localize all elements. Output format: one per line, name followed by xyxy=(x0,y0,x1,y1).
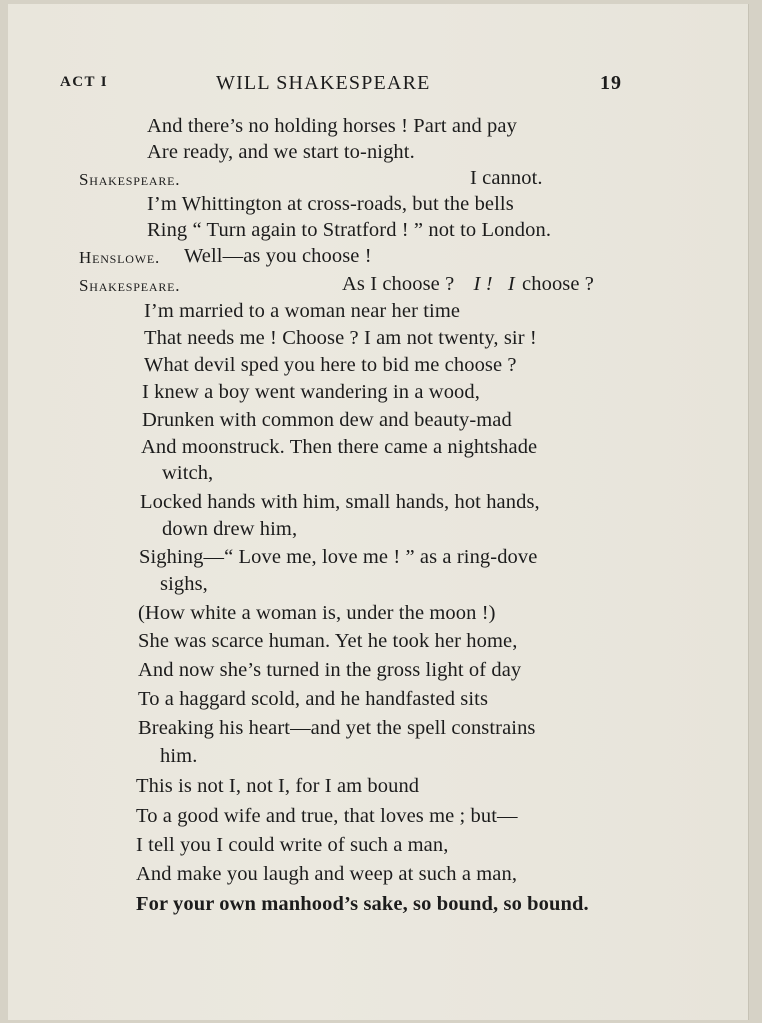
verse-fragment-italic: I ! xyxy=(473,273,493,295)
verse-line: She was scarce human. Yet he took her home, xyxy=(138,630,518,652)
verse-line: To a good wife and true, that loves me ; but— xyxy=(136,805,518,827)
verse-line: And moonstruck. Then there came a nightshade xyxy=(141,436,538,458)
verse-line: I’m married to a woman near her time xyxy=(144,300,461,322)
verse-line-turnover: witch, xyxy=(162,462,214,484)
page-number: 19 xyxy=(600,72,622,94)
running-header xyxy=(8,72,748,98)
act-label: ACT I xyxy=(60,74,108,90)
verse-line: And now she’s turned in the gross light of day xyxy=(138,659,522,681)
book-title: WILL SHAKESPEARE xyxy=(216,72,431,94)
verse-line: And there’s no holding horses ! Part and pay xyxy=(147,115,517,137)
speaker-name: Shakespeare. xyxy=(79,276,181,295)
verse-line-turnover: down drew him, xyxy=(162,518,298,540)
verse-line: Locked hands with him, small hands, hot hands, xyxy=(140,491,540,513)
verse-line: For your own manhood’s sake, so bound, so bound. xyxy=(136,893,589,915)
verse-line xyxy=(342,272,594,296)
book-page xyxy=(8,4,749,1020)
verse-fragment: As I choose ? xyxy=(342,273,455,295)
verse-line: What devil sped you here to bid me choose ? xyxy=(144,354,517,376)
verse-line: Sighing—“ Love me, love me ! ” as a ring-dove xyxy=(139,546,538,568)
verse-line: Well—as you choose ! xyxy=(184,245,372,267)
verse-line: Are ready, and we start to-night. xyxy=(147,141,415,163)
speaker-name: Henslowe. xyxy=(79,248,161,267)
verse-line: I tell you I could write of such a man, xyxy=(136,834,449,856)
verse-line: Breaking his heart—and yet the spell constrains xyxy=(138,717,536,739)
verse-line: I cannot. xyxy=(470,167,543,189)
verse-line: And make you laugh and weep at such a man, xyxy=(136,863,518,885)
verse-line-turnover: sighs, xyxy=(160,573,208,595)
verse-line: Drunken with common dew and beauty-mad xyxy=(142,409,512,431)
verse-line-turnover: him. xyxy=(160,745,198,767)
verse-line: That needs me ! Choose ? I am not twenty, sir ! xyxy=(144,327,537,349)
verse-fragment: choose ? xyxy=(522,273,594,295)
verse-line: I knew a boy went wandering in a wood, xyxy=(142,381,480,403)
verse-line: To a haggard scold, and he handfasted sits xyxy=(138,688,489,710)
verse-line: I’m Whittington at cross-roads, but the bells xyxy=(147,193,514,215)
verse-line: (How white a woman is, under the moon !) xyxy=(138,602,496,624)
verse-fragment-italic: I xyxy=(507,273,515,295)
speaker-name: Shakespeare. xyxy=(79,170,181,189)
verse-line: Ring “ Turn again to Stratford ! ” not to London. xyxy=(147,219,552,241)
verse-line: This is not I, not I, for I am bound xyxy=(136,775,420,797)
